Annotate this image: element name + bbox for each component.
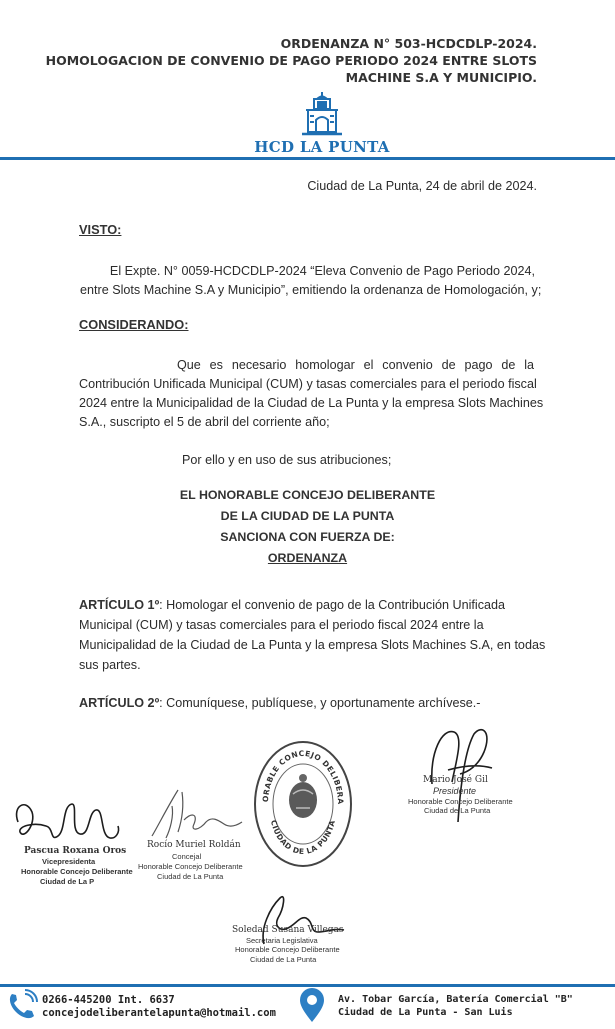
visto-heading: VISTO: bbox=[79, 222, 122, 237]
vice-president-org-1: Honorable Concejo Deliberante bbox=[21, 867, 133, 876]
logo-text: HCD LA PUNTA bbox=[254, 138, 390, 156]
footer-address-line-1: Av. Tobar García, Batería Comercial "B" bbox=[338, 994, 573, 1005]
phone-icon bbox=[4, 988, 40, 1022]
header-divider bbox=[0, 157, 615, 160]
article-1-line-2: Municipal (CUM) y tasas comerciales para el periodo fiscal 2024 entre la bbox=[79, 618, 484, 632]
secretary-name: Soledad Susana Villegas bbox=[232, 925, 344, 935]
considerando-line-2: Contribución Unificada Municipal (CUM) y tasas comerciales para el periodo fiscal bbox=[79, 377, 537, 391]
footer-divider bbox=[0, 984, 615, 987]
location-pin-icon bbox=[296, 988, 328, 1024]
council-line-2: DE LA CIUDAD DE LA PUNTA bbox=[220, 509, 395, 523]
coat-of-arms-icon bbox=[289, 774, 317, 818]
secretary-role: Secretaria Legislativa bbox=[246, 936, 318, 945]
article-2-text: : Comuníquese, publíquese, y oportunamente archívese.- bbox=[159, 696, 481, 710]
ordinance-number: ORDENANZA N° 503-HCDCDLP-2024. bbox=[280, 36, 537, 51]
article-1-line-4: sus partes. bbox=[79, 658, 141, 672]
secretary-org-1: Honorable Concejo Deliberante bbox=[235, 945, 340, 954]
president-org-1: Honorable Concejo Deliberante bbox=[408, 797, 513, 806]
concejal-signature-icon bbox=[138, 786, 248, 846]
visto-line-1: El Expte. N° 0059-HCDCDLP-2024 “Eleva Convenio de Pago Periodo 2024, bbox=[109, 264, 535, 278]
article-2-label: ARTÍCULO 2º bbox=[79, 696, 160, 710]
secretary-org-2: Ciudad de La Punta bbox=[250, 955, 317, 964]
ordinance-title-line1: HOMOLOGACION DE CONVENIO DE PAGO PERIODO 2024 ENTRE SLOTS bbox=[45, 53, 537, 68]
president-name: Mario José Gil bbox=[423, 775, 488, 785]
vice-president-name: Pascua Roxana Oros bbox=[24, 846, 127, 856]
concejal-org-2: Ciudad de La Punta bbox=[157, 872, 224, 881]
ordenanza-heading: ORDENANZA bbox=[267, 551, 348, 565]
concejal-org-1: Honorable Concejo Deliberante bbox=[138, 862, 243, 871]
article-1-line-3: Municipalidad de la Ciudad de La Punta y la empresa Slots Machines S.A, en todas bbox=[79, 638, 546, 652]
building-logo-icon bbox=[292, 90, 352, 136]
seal-bottom-text: CIUDAD DE LA PUNTA bbox=[268, 819, 338, 857]
footer-address-line-2: Ciudad de La Punta - San Luis bbox=[338, 1007, 513, 1018]
council-line-3: SANCIONA CON FUERZA DE: bbox=[220, 530, 395, 544]
president-role: Presidente bbox=[433, 786, 477, 796]
considerando-line-4: S.A., suscripto el 5 de abril del corriente año; bbox=[79, 415, 330, 429]
seal-top-text: ORABLE CONCEJO DELIBERA bbox=[260, 748, 346, 805]
vice-president-signature-icon bbox=[10, 792, 125, 852]
footer-email: concejodeliberantelapunta@hotmail.com bbox=[42, 1007, 276, 1019]
por-ello-text: Por ello y en uso de sus atribuciones; bbox=[182, 453, 392, 467]
article-1-text-start: : Homologar el convenio de pago de la Contribución Unificada bbox=[159, 598, 506, 612]
considerando-line-3: 2024 entre la Municipalidad de la Ciudad de La Punta y la empresa Slots Machines bbox=[79, 396, 544, 410]
footer-phone: 0266-445200 Int. 6637 bbox=[42, 994, 175, 1006]
ordinance-title-line2: MACHINE S.A Y MUNICIPIO. bbox=[345, 70, 537, 85]
considerando-heading: CONSIDERANDO: bbox=[79, 317, 189, 332]
article-2 bbox=[79, 694, 481, 713]
svg-text:CIUDAD DE LA PUNTA bbox=[269, 819, 337, 856]
council-seal bbox=[252, 738, 354, 870]
visto-line-2: entre Slots Machine S.A y Municipio”, emitiendo la ordenanza de Homologación, y; bbox=[80, 283, 542, 297]
council-line-1: EL HONORABLE CONCEJO DELIBERANTE bbox=[179, 488, 436, 502]
concejal-name: Rocío Muriel Roldán bbox=[147, 840, 241, 850]
vice-president-role: Vicepresidenta bbox=[42, 857, 96, 866]
document-date: Ciudad de La Punta, 24 de abril de 2024. bbox=[307, 179, 537, 193]
article-1-line-1 bbox=[79, 596, 505, 615]
concejal-role: Concejal bbox=[172, 852, 202, 861]
considerando-line-1: Que es necesario homologar el convenio de pago de la bbox=[177, 358, 534, 372]
vice-president-org-2: Ciudad de La P bbox=[40, 877, 95, 886]
article-1-label: ARTÍCULO 1º bbox=[79, 598, 160, 612]
president-org-2: Ciudad de La Punta bbox=[424, 806, 491, 815]
